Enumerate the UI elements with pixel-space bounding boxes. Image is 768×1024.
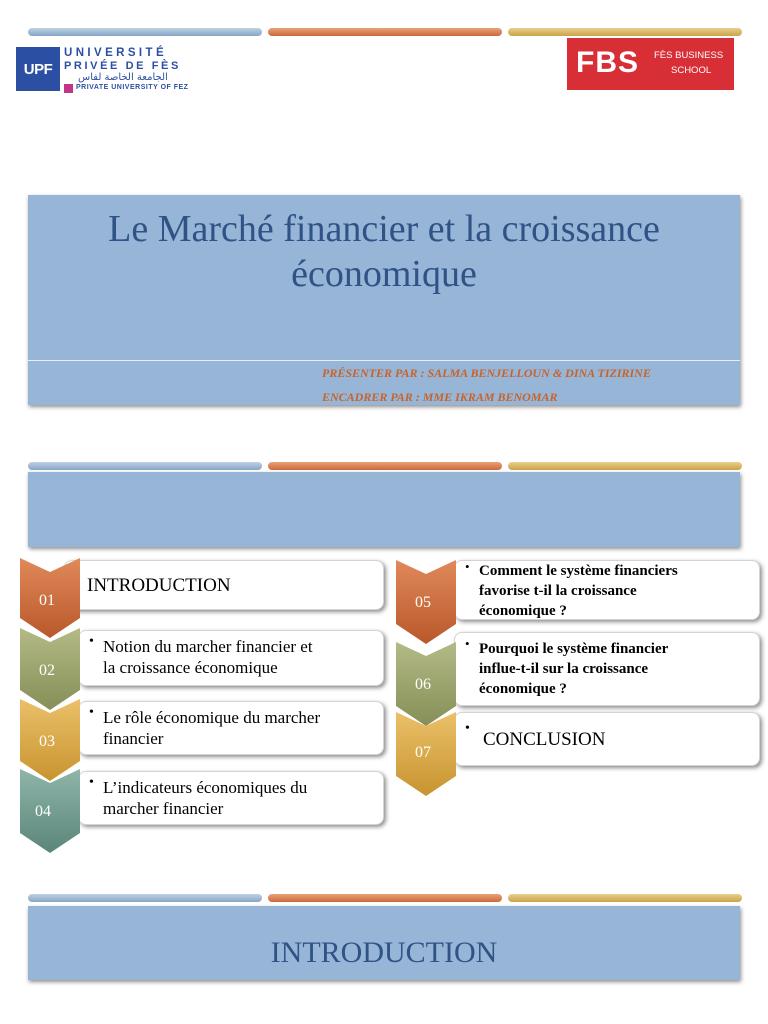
fbs-logo-line2: SCHOOL — [671, 65, 712, 76]
title-slide — [28, 195, 740, 405]
upf-logo-arabic: الجامعة الخاصة لفاس — [78, 72, 168, 83]
plan-item-number: 01 — [39, 592, 55, 609]
plan-item-label: Notion du marcher financier et la croissance économique — [103, 637, 313, 677]
fbs-logo — [567, 38, 734, 90]
plan-item-label: INTRODUCTION — [87, 575, 231, 596]
upf-logo-line2: PRIVÉE DE FÈS — [64, 60, 181, 72]
supervised-by: ENCADRER PAR : MME IKRAM BENOMAR — [322, 390, 558, 404]
plan-item-label: L’indicateurs économiques du marcher financier — [103, 778, 308, 818]
accent-bar-gold — [508, 28, 742, 36]
plan-item-card: • L’indicateurs économiques du marcher financier — [78, 771, 384, 825]
accent-bar-blue — [28, 28, 262, 36]
upf-logo-line1: UNIVERSITÉ — [64, 47, 168, 59]
top-accent-bars — [28, 28, 742, 36]
accent-bar-orange — [268, 28, 502, 36]
accent-bar-blue — [28, 894, 262, 902]
plan-item-card: • CONCLUSION — [454, 712, 760, 766]
plan-item-label: Pourquoi le système financier influe-t-il sur la croissance économique ? — [479, 641, 669, 697]
title-line-2: économique — [291, 253, 477, 295]
accent-bar-orange — [268, 462, 502, 470]
intro-title: INTRODUCTION — [270, 936, 498, 969]
plan-item-card: • Notion du marcher financier et la croissance économique — [78, 630, 384, 686]
accent-bar-blue — [28, 462, 262, 470]
plan-item-number: 03 — [39, 733, 55, 750]
upf-logo-line4: PRIVATE UNIVERSITY OF FEZ — [76, 84, 189, 91]
plan-item-label: Comment le système financiers favorise t-il la croissance économique ? — [479, 563, 678, 619]
plan-item-card — [64, 560, 384, 610]
fbs-logo-line1: FÈS BUSINESS — [654, 50, 724, 61]
presented-by: PRÉSENTER PAR : SALMA BENJELLOUN & DINA TIZIRINE — [322, 366, 651, 380]
title-line-1: Le Marché financier et la croissance — [108, 208, 660, 250]
plan-item-card: • Pourquoi le système financier influe-t-il sur la croissance économique ? — [454, 632, 760, 706]
fbs-logo-mark: FBS — [576, 46, 639, 79]
plan-item-number: 04 — [35, 803, 51, 820]
plan-item-number: 02 — [39, 662, 55, 679]
intro-accent-bars — [28, 894, 742, 902]
plan-item-number: 07 — [415, 744, 431, 761]
plan-item-label: Le rôle économique du marcher financier — [103, 708, 321, 748]
plan-header — [28, 472, 740, 547]
accent-bar-orange — [268, 894, 502, 902]
upf-logo-mark: UPF — [16, 47, 60, 91]
plan-item-label: CONCLUSION — [483, 729, 606, 750]
plan-item-number: 05 — [415, 594, 431, 611]
plan-item-number: 06 — [415, 676, 431, 693]
presenter-block — [322, 361, 732, 409]
intro-slide — [28, 906, 740, 980]
upf-logo-square — [64, 84, 73, 93]
presentation-title — [28, 207, 740, 297]
plan-item-card: • Le rôle économique du marcher financier — [78, 701, 384, 755]
accent-bar-gold — [508, 894, 742, 902]
upf-logo — [16, 47, 191, 95]
plan-accent-bars — [28, 462, 742, 470]
plan-item-card: • Comment le système financiers favorise t-il la croissance économique ? — [454, 560, 760, 620]
accent-bar-gold — [508, 462, 742, 470]
